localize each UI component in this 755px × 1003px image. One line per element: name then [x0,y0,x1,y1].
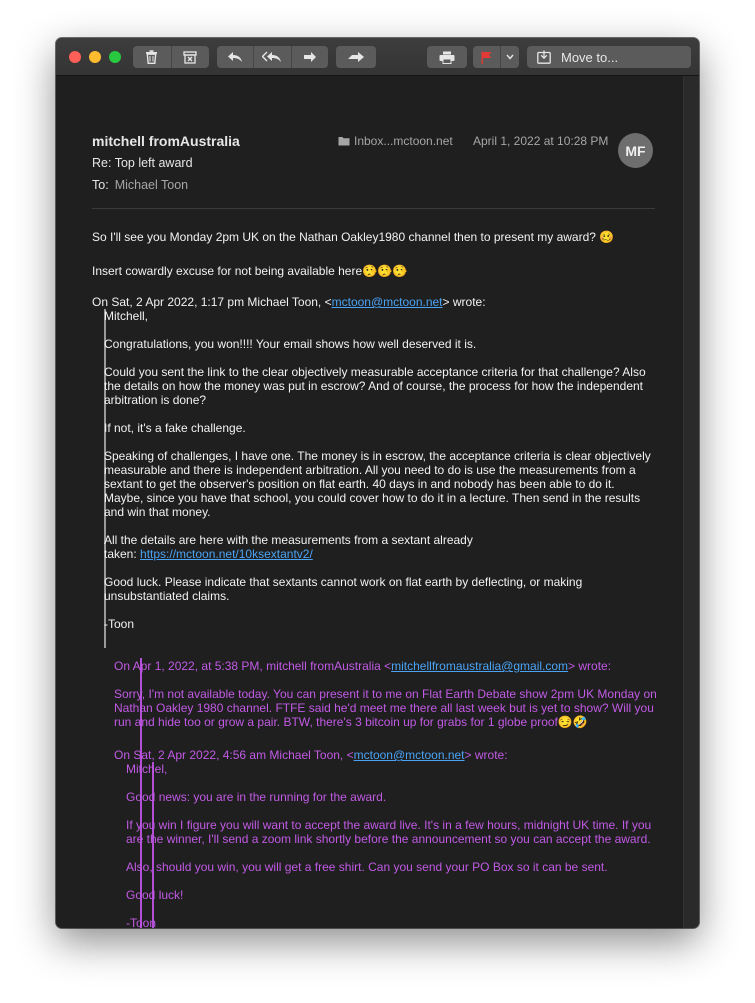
quote-line: Nathan Oakley 1980 channel. FTFE said he'd meet me there all last week but is yet to show? Will you [114,701,654,715]
quote-line: are the winner, I'll send a zoom link shortly before the announcement so you can accept the award. [126,832,651,846]
move-icon [537,50,551,64]
message-date: April 1, 2022 at 10:28 PM [473,134,609,148]
flag-icon [481,51,492,64]
recipient-line [92,178,188,192]
zoom-window-button[interactable] [109,51,121,63]
archive-icon [183,51,197,64]
print-group [427,46,467,68]
forward-icon [303,51,317,63]
quote-line: If not, it's a fake challenge. [104,421,246,435]
message-subject: Re: Top left award [92,156,193,170]
quote-line: the details on how the money was put in escrow? And of course, the process for how the independent [104,379,643,393]
flag-button[interactable] [473,46,501,68]
mailbox-location [338,134,453,148]
quote-attribution [114,659,611,673]
attribution-text: > wrote: [568,659,612,673]
quote-line: Good news: you are in the running for the award. [126,790,387,804]
attribution-text: On Sat, 2 Apr 2022, 1:17 pm Michael Toon, < [92,295,332,309]
reply-all-button[interactable] [254,46,291,68]
forward-button[interactable] [292,46,328,68]
reply-group [217,46,328,68]
quote-attribution [114,748,508,762]
quote-line: Maybe, since you have that school, you could cover how to do it in a lecture. Then send in the results [104,491,641,505]
quote-line: Also, should you win, you will get a free shirt. Can you send your PO Box so it can be sent. [126,860,608,874]
quote-line: sextant to get the observer's position on flat earth. 40 days in and nobody has been able to do it. [104,477,615,491]
quote-line: Congratulations, you won!!!! Your email shows how well deserved it is. [104,337,477,351]
quote-line: Good luck! [126,888,184,902]
redirect-button[interactable] [336,46,376,68]
mailbox-label: Inbox...mctoon.net [354,134,453,148]
move-to-button[interactable] [527,46,691,68]
quote-line: -Toon [104,617,135,631]
quote-line: Could you sent the link to the clear objectively measurable acceptance criteria for that challenge? Also [104,365,646,379]
quote-line [104,547,313,561]
chevron-down-icon [506,54,514,60]
recipient-name: Michael Toon [114,178,189,192]
sextant-link[interactable]: https://mctoon.net/10ksextantv2/ [140,547,313,561]
toolbar [56,38,699,76]
attribution-text: On Sat, 2 Apr 2022, 4:56 am Michael Toon, < [114,748,354,762]
scrollbar[interactable] [683,76,699,928]
quote-line: measurable and there is independent arbitration. All you need to do is use the measurements from a [104,463,636,477]
body-line: So I'll see you Monday 2pm UK on the Nathan Oakley1980 channel then to present my award? 🥴 [92,230,615,244]
close-window-button[interactable] [69,51,81,63]
move-to-label: Move to... [561,49,619,65]
reply-icon [227,51,243,63]
header-divider [92,208,655,209]
reply-all-icon [262,51,282,63]
trash-icon [145,50,158,64]
email-link[interactable]: mctoon@mctoon.net [331,295,443,309]
reply-button[interactable] [217,46,254,68]
minimize-window-button[interactable] [89,51,101,63]
flag-menu-button[interactable] [501,46,519,68]
quote-line: Mitchel, [126,762,168,776]
email-link[interactable]: mctoon@mctoon.net [353,748,465,762]
redirect-icon [346,51,366,63]
delete-group [133,46,209,68]
quote-line: arbitration is done? [104,393,207,407]
sender-name: mitchell fromAustralia [92,133,240,149]
quote-line: Mitchell, [104,309,149,323]
print-button[interactable] [427,46,467,68]
quote-attribution [92,295,486,309]
folder-icon [338,136,350,146]
quote-text: taken: [104,547,141,561]
attribution-text: > wrote: [464,748,508,762]
print-icon [439,51,455,64]
quote-line: -Toon [126,916,157,928]
message-view [56,76,683,928]
junk-button[interactable] [172,46,210,68]
quote-line: Sorry, I'm not available today. You can present it to me on Flat Earth Debate show 2pm UK Monday on [114,687,657,701]
quote-line: and win that money. [104,505,211,519]
redirect-group [336,46,376,68]
flag-group [473,46,519,68]
quote-line: All the details are here with the measurements from a sextant already [104,533,473,547]
delete-button[interactable] [133,46,172,68]
attribution-text: On Apr 1, 2022, at 5:38 PM, mitchell fromAustralia < [114,659,392,673]
quote-line: Good luck. Please indicate that sextants cannot work on flat earth by deflecting, or making [104,575,583,589]
avatar: MF [618,133,653,168]
to-label: To: [92,178,109,192]
email-link[interactable]: mitchellfromaustralia@gmail.com [391,659,569,673]
quote-line: run and hide too or grow a pair. BTW, there's 3 bitcoin up for grabs for 1 globe proof😏🤣 [114,715,588,729]
body-line: Insert cowardly excuse for not being available here🤥🤥🤥 [92,264,407,278]
quote-line: Speaking of challenges, I have one. The money is in escrow, the acceptance criteria is clear objectively [104,449,651,463]
quote-line: If you win I figure you will want to accept the award live. It's in a few hours, midnight UK time. If you [126,818,652,832]
attribution-text: > wrote: [442,295,486,309]
mail-window [56,38,699,928]
quote-line: unsubstantiated claims. [104,589,230,603]
